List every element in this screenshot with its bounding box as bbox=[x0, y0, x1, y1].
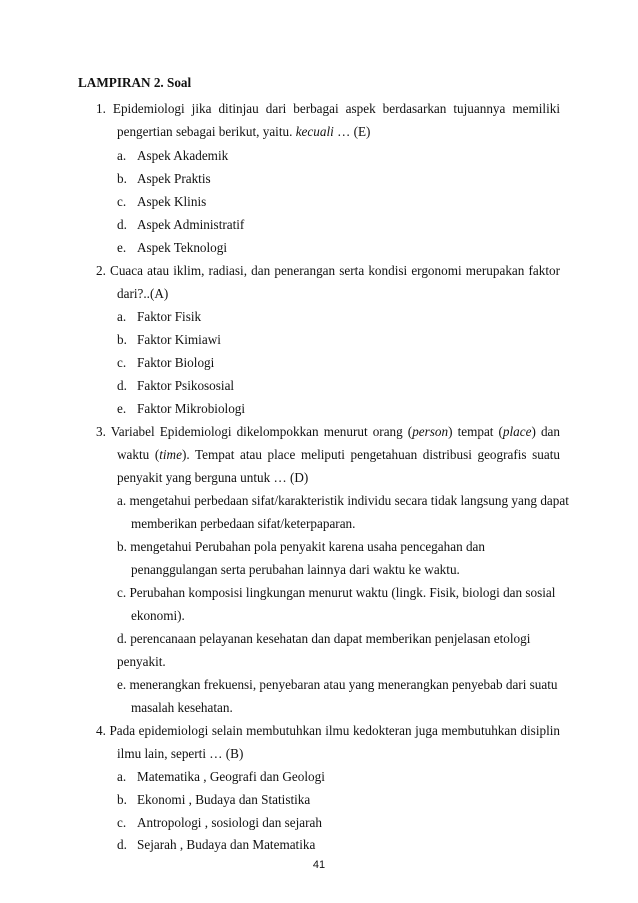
q3-option-b-cont: penanggulangan serta perubahan lainnya dari waktu ke waktu. bbox=[131, 562, 460, 577]
q2-option-e: e. Faktor Mikrobiologi bbox=[117, 401, 246, 416]
q1-option-a: a. Aspek Akademik bbox=[117, 148, 229, 163]
q4-option-b: b. Ekonomi , Budaya dan Statistika bbox=[117, 792, 311, 807]
question-1-line-1: 1. Epidemiologi jika ditinjau dari berbagai aspek berdasarkan tujuannya memiliki bbox=[96, 101, 560, 116]
q4-option-a: a. Matematika , Geografi dan Geologi bbox=[117, 769, 325, 784]
question-4-line-1: 4. Pada epidemiologi selain membutuhkan ilmu kedokteran juga membutuhkan disiplin bbox=[96, 723, 560, 738]
page-number: 41 bbox=[312, 859, 326, 871]
question-2-line-1: 2. Cuaca atau iklim, radiasi, dan penerangan serta kondisi ergonomi merupakan faktor bbox=[96, 263, 560, 278]
q3-option-c: c. Perubahan komposisi lingkungan menurut waktu (lingk. Fisik, biologi dan sosial bbox=[117, 585, 556, 600]
q2-option-a: a. Faktor Fisik bbox=[117, 309, 202, 324]
q1-option-e: e. Aspek Teknologi bbox=[117, 240, 228, 255]
question-3-line-1: 3. Variabel Epidemiologi dikelompokkan menurut orang (person) tempat (place) dan bbox=[96, 424, 560, 439]
q3-option-b: b. mengetahui Perubahan pola penyakit karena usaha pencegahan dan bbox=[117, 539, 486, 554]
q2-option-d: d. Faktor Psikososial bbox=[117, 378, 235, 393]
q3-option-a: a. mengetahui perbedaan sifat/karakteristik individu secara tidak langsung yang dapat bbox=[117, 493, 569, 508]
q3-option-d-cont: penyakit. bbox=[117, 654, 166, 669]
q2-option-b: b. Faktor Kimiawi bbox=[117, 332, 221, 347]
q2-option-c: c. Faktor Biologi bbox=[117, 355, 215, 370]
q3-option-a-cont: memberikan perbedaan sifat/keterpaparan. bbox=[131, 516, 356, 531]
q1-option-c: c. Aspek Klinis bbox=[117, 194, 207, 209]
question-3-line-3: penyakit yang berguna untuk … (D) bbox=[117, 470, 309, 485]
question-3-line-2: waktu (time). Tempat atau place meliputi pengetahuan distribusi geografis suatu bbox=[117, 447, 560, 462]
q3-option-c-cont: ekonomi). bbox=[131, 608, 185, 623]
question-4-line-2: ilmu lain, seperti … (B) bbox=[117, 746, 244, 761]
q3-option-e: e. menerangkan frekuensi, penyebaran atau yang menerangkan penyebab dari suatu bbox=[117, 677, 558, 692]
q1-option-b: b. Aspek Praktis bbox=[117, 171, 211, 186]
q4-option-d: d. Sejarah , Budaya dan Matematika bbox=[117, 837, 316, 852]
question-1-line-2: pengertian sebagai berikut, yaitu. kecuali … (E) bbox=[117, 124, 371, 139]
q1-option-d: d. Aspek Administratif bbox=[117, 217, 245, 232]
q4-option-c: c. Antropologi , sosiologi dan sejarah bbox=[117, 815, 322, 830]
q3-option-e-cont: masalah kesehatan. bbox=[131, 700, 233, 715]
q3-option-d: d. perencanaan pelayanan kesehatan dan dapat memberikan penjelasan etologi bbox=[117, 631, 531, 646]
question-2-line-2: dari?..(A) bbox=[117, 286, 169, 301]
section-heading: LAMPIRAN 2. Soal bbox=[78, 75, 192, 90]
